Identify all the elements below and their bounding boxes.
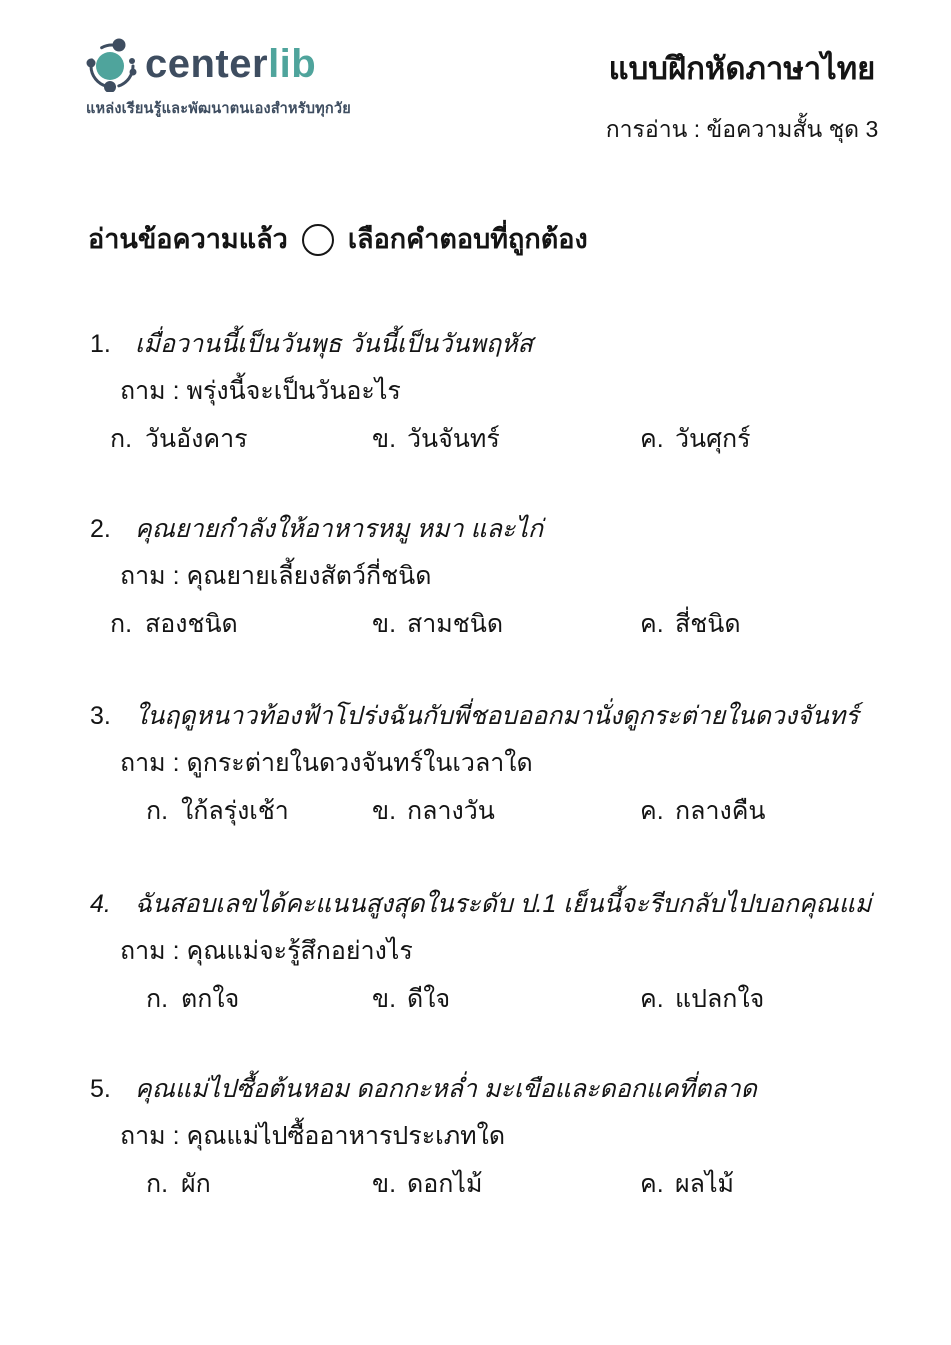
instruction-suffix: เลือกคำตอบที่ถูกต้อง: [347, 224, 588, 254]
choice-c-text: ผลไม้: [675, 1170, 735, 1198]
choice-a-text: ผัก: [181, 1170, 211, 1198]
choice-c-label: ค.: [640, 1170, 664, 1198]
choice-a-text: วันอังคาร: [145, 425, 248, 453]
page-subtitle: การอ่าน : ข้อความสั้น ชุด 3: [605, 116, 879, 143]
choice-a-label: ก.: [146, 985, 169, 1013]
choice-b-label: ข.: [372, 797, 397, 825]
choice-c: [640, 423, 751, 456]
brand-text-secondary: lib: [268, 42, 317, 86]
question-number: 2.: [90, 515, 111, 543]
choice-a: [146, 983, 239, 1016]
question-number: 5.: [90, 1075, 111, 1103]
question-prompt: ถาม : คุณแม่ไปซื้ออาหารประเภทใด: [120, 1122, 506, 1150]
choice-a-label: ก.: [110, 425, 133, 453]
choice-b-label: ข.: [372, 1170, 397, 1198]
page-title: แบบฝึกหัดภาษาไทย: [608, 51, 876, 86]
choice-a: [110, 608, 238, 641]
question-choices: [0, 423, 951, 463]
choice-b-label: ข.: [372, 985, 397, 1013]
choice-a-text: ตกใจ: [181, 985, 240, 1013]
choice-c-text: กลางคืน: [675, 797, 766, 825]
choice-c: [640, 983, 764, 1016]
brand-tagline: แหล่งเรียนรู้และพัฒนาตนเองสำหรับทุกวัย: [86, 101, 351, 117]
choice-c-label: ค.: [640, 797, 664, 825]
question-number: 3.: [90, 702, 111, 730]
choice-b-text: ดอกไม้: [407, 1170, 483, 1198]
question: [0, 1073, 951, 1233]
choice-c-text: วันศุกร์: [675, 425, 751, 453]
choice-a-text: สองชนิด: [145, 610, 238, 638]
choice-c-label: ค.: [640, 610, 664, 638]
choice-c: [640, 795, 766, 828]
choice-b-label: ข.: [372, 610, 397, 638]
question-choices: [0, 983, 951, 1023]
question-passage: เมื่อวานนี้เป็นวันพุธ วันนี้เป็นวันพฤหัส: [135, 330, 533, 358]
question-choices: [0, 795, 951, 835]
question-choices: [0, 608, 951, 648]
choice-a-label: ก.: [146, 797, 169, 825]
brand-text-primary: center: [145, 42, 269, 86]
question-number: 1.: [90, 330, 111, 358]
question-prompt: ถาม : คุณแม่จะรู้สึกอย่างไร: [120, 937, 413, 965]
choice-a-text: ใก้ลรุ่งเช้า: [181, 797, 289, 825]
question-prompt: ถาม : ดูกระต่ายในดวงจันทร์ในเวลาใด: [120, 749, 533, 777]
choice-a: [110, 423, 248, 456]
choice-b-text: ดีใจ: [407, 985, 451, 1013]
question-passage: คุณแม่ไปซื้อต้นหอม ดอกกะหล่ำ มะเขือและดอกแคที่ตลาด: [135, 1075, 757, 1103]
choice-c: [640, 1168, 734, 1201]
instruction-prefix: อ่านข้อความแล้ว: [88, 224, 288, 254]
choice-b-text: สามชนิด: [407, 610, 504, 638]
choice-c: [640, 608, 741, 641]
choice-b: [372, 1168, 482, 1201]
question: [0, 888, 951, 1048]
question-number: 4.: [90, 890, 111, 918]
choice-b-text: วันจันทร์: [407, 425, 500, 453]
question: [0, 513, 951, 673]
question-prompt: ถาม : พรุ่งนี้จะเป็นวันอะไร: [120, 377, 401, 405]
question-prompt: ถาม : คุณยายเลี้ยงสัตว์กี่ชนิด: [120, 562, 432, 590]
choice-b: [372, 608, 503, 641]
choice-b-text: กลางวัน: [407, 797, 495, 825]
choice-b: [372, 983, 450, 1016]
choice-a: [146, 1168, 211, 1201]
choice-a-label: ก.: [110, 610, 133, 638]
choice-b: [372, 795, 495, 828]
question-choices: [0, 1168, 951, 1208]
choice-c-label: ค.: [640, 985, 664, 1013]
question-passage: คุณยายกำลังให้อาหารหมู หมา และไก่: [135, 515, 544, 543]
choice-c-text: สี่ชนิด: [675, 610, 741, 638]
choice-b-label: ข.: [372, 425, 397, 453]
question: [0, 700, 951, 860]
choice-c-label: ค.: [640, 425, 664, 453]
choice-c-text: แปลกใจ: [675, 985, 765, 1013]
question: [0, 328, 951, 488]
choice-a: [146, 795, 289, 828]
question-passage: ในฤดูหนาวท้องฟ้าโปร่งฉันกับพี่ชอบออกมานั่งดูกระต่ายในดวงจันทร์: [135, 702, 859, 730]
choice-b: [372, 423, 500, 456]
question-passage: ฉันสอบเลขได้คะแนนสูงสุดในระดับ ป.1 เย็นนี้จะรีบกลับไปบอกคุณแม่: [135, 890, 872, 918]
choice-a-label: ก.: [146, 1170, 169, 1198]
